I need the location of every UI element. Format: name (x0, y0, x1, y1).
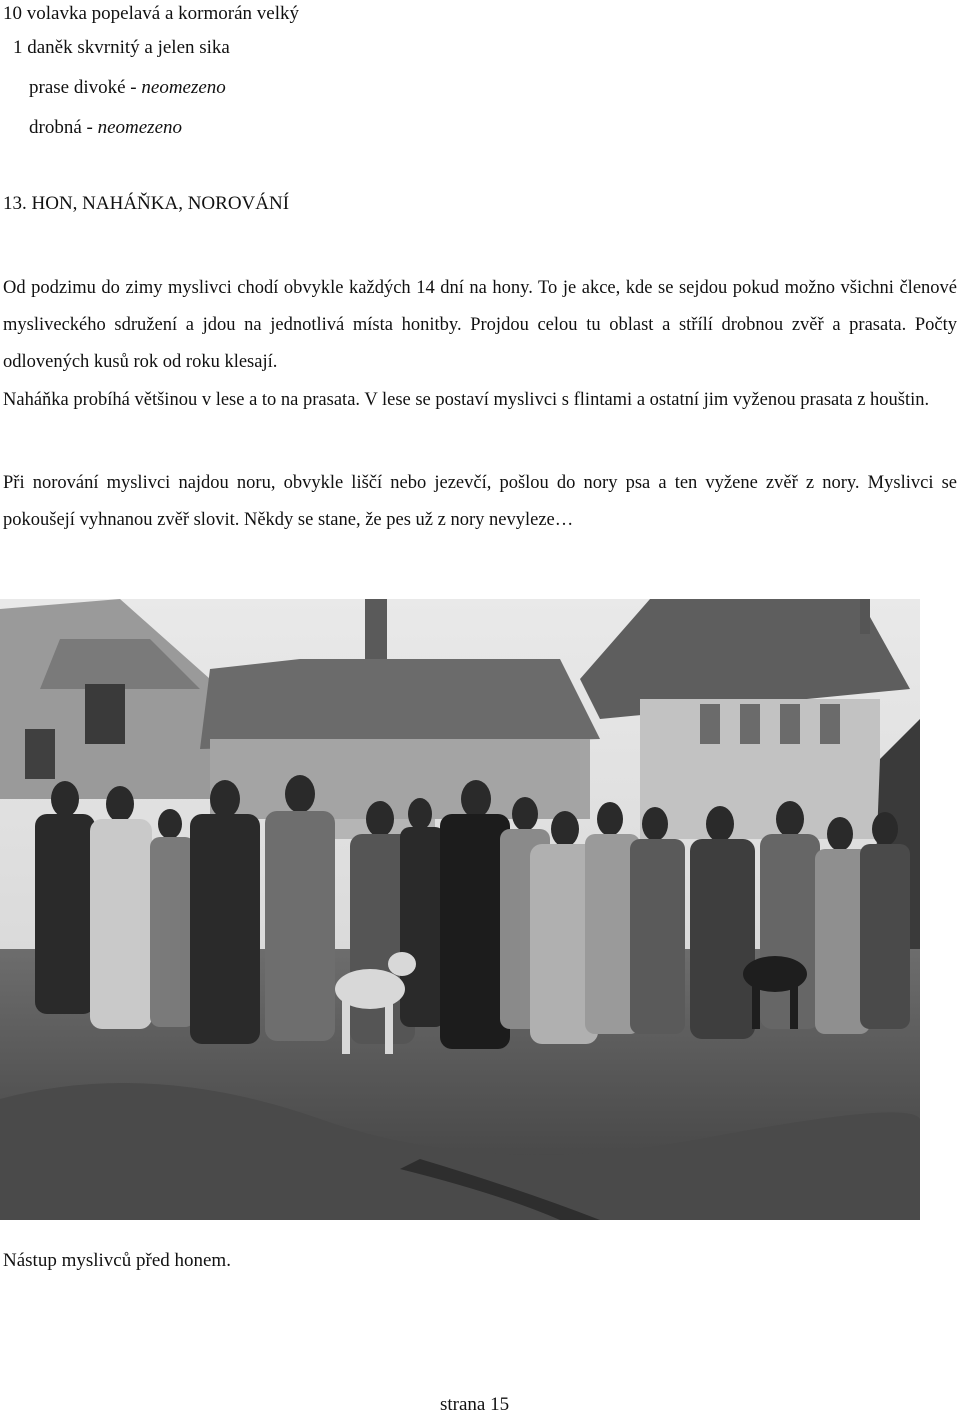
page-number: strana 15 (440, 1394, 510, 1415)
quota-wild-boar-value: neomezeno (141, 77, 226, 98)
section-heading: 13. HON, NAHÁŇKA, NOROVÁNÍ (3, 193, 290, 214)
photo-caption: Nástup myslivců před honem. (3, 1250, 231, 1271)
paragraph-hunt: Od podzimu do zimy myslivci chodí obvykle každých 14 dní na hony. To je akce, kde se sejdou pokud možno všichni členové mysliveckého sdružení a jdou na jednotlivá místa honitby. Projdou celou tu oblast a střílí drobnou zvěř a prasata. Počty odlovených kusů rok od roku klesají. (3, 278, 957, 372)
paragraph-burrowing: Při norování myslivci najdou noru, obvykle liščí nebo jezevčí, pošlou do nory psa a ten vyžene zvěř z nory. Myslivci se pokoušejí vyhnanou zvěř slovit. Někdy se stane, že pes už z nory nevyleze… (3, 473, 957, 530)
quota-small-game-value: neomezeno (97, 117, 183, 138)
quota-wild-boar-label: prase divoké - (29, 77, 142, 98)
quota-small-game-label: drobná - (29, 117, 98, 138)
quota-line-deer: 1 daněk skvrnitý a jelen sika (13, 37, 230, 58)
hunters-group-photo (0, 599, 920, 1220)
quota-line-herons: 10 volavka popelavá a kormorán velký (3, 3, 299, 24)
quota-line-wild-boar (29, 76, 226, 100)
quota-line-small-game (29, 116, 182, 140)
paragraph-drive-hunt: Naháňka probíhá většinou v lese a to na prasata. V lese se postaví myslivci s flintami a ostatní jim vyženou prasata z houštin. (3, 390, 930, 410)
